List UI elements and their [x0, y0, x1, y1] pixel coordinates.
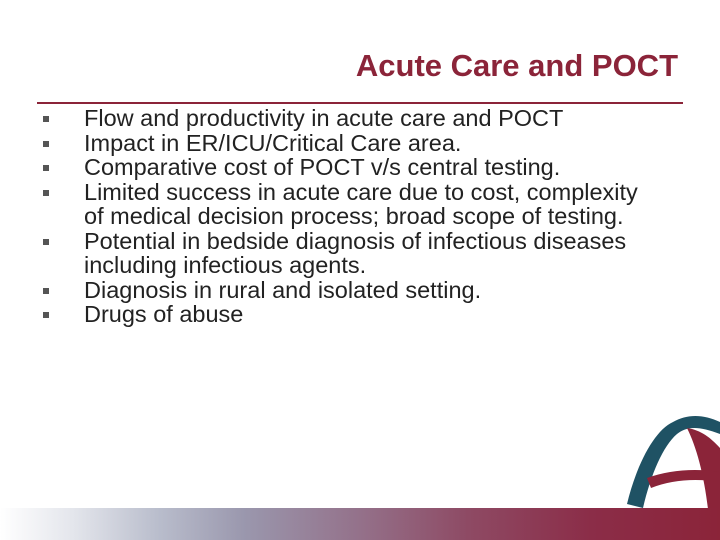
bullet-text: Flow and productivity in acute care and POCT — [84, 105, 564, 131]
list-item — [40, 229, 640, 278]
bullet-text: Drugs of abuse — [84, 301, 244, 327]
square-bullet-icon — [43, 165, 49, 171]
square-bullet-icon — [43, 141, 49, 147]
logo-icon — [625, 408, 720, 518]
list-item — [40, 155, 640, 180]
square-bullet-icon — [43, 190, 49, 196]
list-item — [40, 106, 640, 131]
square-bullet-icon — [43, 288, 49, 294]
bullet-text: Comparative cost of POCT v/s central testing. — [84, 154, 561, 180]
title-divider — [37, 102, 683, 104]
footer-gradient-bar — [0, 508, 720, 540]
list-item — [40, 180, 640, 229]
bullet-text: Impact in ER/ICU/Critical Care area. — [84, 129, 462, 156]
square-bullet-icon — [43, 239, 49, 245]
square-bullet-icon — [43, 116, 49, 122]
square-bullet-icon — [43, 312, 49, 318]
list-item — [40, 278, 640, 303]
slide-title: Acute Care and POCT — [355, 48, 678, 83]
bullet-text: Diagnosis in rural and isolated setting. — [84, 276, 482, 303]
list-item — [40, 302, 640, 327]
bullet-list — [40, 106, 640, 327]
list-item — [40, 131, 640, 156]
bullet-text: Limited success in acute care due to cost, complexity of medical decision process; broad scope of testing. — [84, 178, 638, 229]
bullet-text: Potential in bedside diagnosis of infectious diseases including infectious agents. — [84, 227, 627, 278]
